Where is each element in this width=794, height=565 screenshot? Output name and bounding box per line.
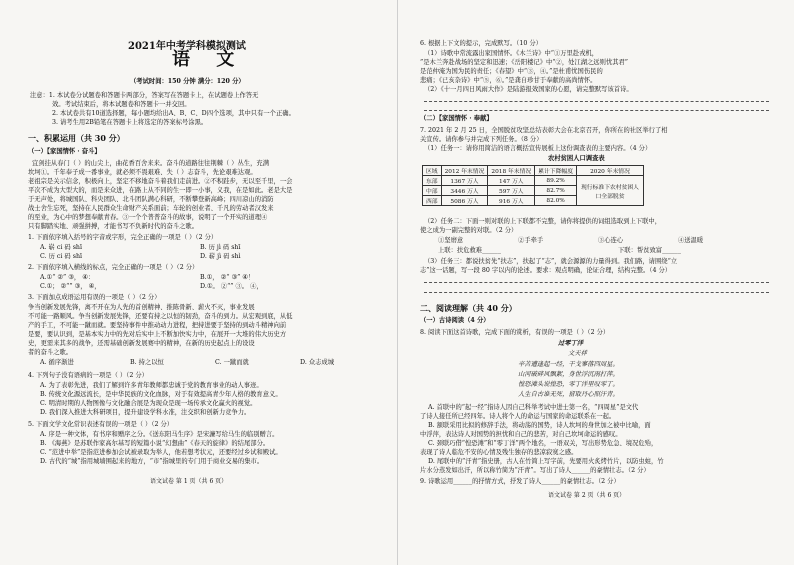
- poem-author: 文天祥: [568, 350, 587, 357]
- q7c-line: （3）任务三：都说扶贫先“扶志”，扶起了“志”，就会源源的力量得到。我们路，请围绕“立: [424, 258, 678, 265]
- cell: 5086 万人: [441, 196, 488, 206]
- poem-line: 辛苦遭逢起一经，干戈寥落四周星。: [518, 361, 619, 368]
- option-line: 表现了诗人临危不安的心情及残生独存的悲凉寂寞之感。: [420, 449, 578, 456]
- q3-passage-line: 是要，要认识到，是基本实力中的先对后实中上不断加快实力中，在展开一大堆的伟大历史方: [28, 331, 287, 338]
- q7b-line: （2）任务二：下面一则对联的上下联都不完整，请你将提供的词组选取到上下联中，: [424, 218, 661, 225]
- header-cell: 累计下降幅度: [535, 166, 577, 176]
- question-5: 5. 下面文学文化常识表述有误的一项是（ ）（2 分）: [28, 421, 174, 428]
- exam-meta: （考试时间：150 分钟 满分：120 分）: [130, 78, 245, 85]
- question-2: 2. 下面依序填入横线的标点，完全正确的一项是（ ）（2 分）: [28, 264, 199, 271]
- option-a: A. 为了表彰先进，我们了解到许多青年教师都忠诚于党的教育事业的动人事迹。: [40, 382, 263, 389]
- q3-passage-line: 争当创新发展先锋，离不开在为人先的首创精神、推陈骨新、薪火不灭，事业发展: [28, 304, 255, 311]
- cell: 西部: [423, 196, 442, 206]
- question-8: 8. 阅读下面这首诗歌，完成下面的赏析，有误的一项是（ ）（2 分）: [420, 329, 610, 336]
- note-line: 效。考试结束后，将本试题卷和答题卡一并交回。: [52, 101, 191, 108]
- option-c: C. 一蹴而就: [215, 359, 249, 366]
- option: ②手牵手: [518, 237, 544, 244]
- cell: 916 万人: [488, 196, 535, 206]
- passage-line: 宜剑挂从春门（ ）的山尖上，曲花香百舍来来。奋斗的道路往往荆棘（ ）丛生，充满: [32, 160, 269, 167]
- cell: 82.7%: [535, 186, 577, 196]
- passage-line: 平次不成为大型大的，而是来众进，在路上从不同的生一即一小事，义我，在是如此。老是大是: [28, 187, 293, 194]
- couplet-upper: 上联：扶危救难______: [438, 247, 501, 254]
- header-cell: 区域: [423, 166, 442, 176]
- table-header-row: [423, 166, 644, 176]
- cell: 中部: [423, 186, 442, 196]
- cell: 东部: [423, 176, 442, 186]
- cell: 1367 万人: [441, 176, 488, 186]
- section-heading: 二、阅读理解（共 40 分）: [420, 303, 517, 313]
- option-d: D. 古代的“城”指用城墙围起来的地方，“市”指城里的专门用于商业交易的集市。: [40, 458, 264, 465]
- q6-line: （2）《十一月四日风雨大作》是陆游报效国家的心愿，请完整默写该首诗。: [424, 86, 633, 93]
- note-line: 注意：1. 本试卷分试题卷和答题卡两部分，答案写在答题卡上，在试题卷上作答无: [30, 92, 259, 99]
- header-cell: 2018 年末情况: [488, 166, 535, 176]
- answer-line: [424, 282, 769, 283]
- subsection-heading: （一）【家国情怀 · 奋斗】: [28, 148, 101, 155]
- option-line: B. 颔联采用比拟的修辞手法，将动荡的国势，诗人坎坷的身世加之被中比喻，面: [428, 422, 651, 429]
- q7b-line: 使之成为一副完整的对联。（2 分）: [420, 227, 518, 234]
- option-b: B.①， ②“ ③” ④！: [200, 274, 255, 281]
- table-row: [423, 176, 644, 186]
- poem-line: 人生自古谁无死，留取丹心照汗青。: [518, 391, 619, 398]
- subject-title: 语 文: [172, 49, 245, 70]
- question-6: 6. 根据上下文的提示，完成默写。（10 分）: [420, 40, 542, 47]
- option-a: A. 序是一种文体，有书序和赠序之分。《送东阳马生序》是宋濂写给马生的临别赠言。: [40, 431, 279, 438]
- q3-passage-line: 者的奋斗之歌。: [28, 349, 73, 356]
- cell: 89.2%: [535, 176, 577, 186]
- poverty-table: [422, 165, 644, 206]
- option-b: B. 《海燕》是苏联作家高尔基写的短篇小说“幻想曲”《春天的旋律》的结尾部分。: [40, 440, 270, 447]
- note-line: 2. 本试卷共有10道选择题，每小题均给出A、B、C、D四个选项，其中只有一个正确。: [52, 110, 295, 117]
- option-a: A. 循序渐进: [40, 359, 74, 366]
- question-9: 9. 诗歌运用______的抒情方式，抒发了诗人______的豪情壮志。（2 分）: [420, 478, 620, 485]
- subsection-heading: （一）古诗阅读（4 分）: [420, 317, 490, 324]
- option: ④送温暖: [678, 237, 704, 244]
- option-b: B. 历 jì 码 shī: [200, 244, 241, 251]
- q6-line: 是范仲淹为国为民的责任；《春望》中“③，④。”是杜甫忧国伤民的: [420, 68, 603, 75]
- q6-line: ”是木兰奔赴战场的坚定和迅速；《岳阳楼记》中“②，处江湖之远则忧其君”: [420, 59, 629, 66]
- cell: 82.0%: [535, 196, 577, 206]
- option-line: D. 尾联中的“汗青”指史册，古人在竹简上写字前，先要用火炙烤竹片，以防虫蛀，竹: [428, 458, 664, 465]
- option-d: D. 我们深入推进大科研项目，提升建设学科水准，注交织和创新力竞争力。: [40, 409, 251, 416]
- option-line: C. 颈联巧借“惶恐滩”和“零丁洋”两个地名，一语双关，写出形势危急、境况危殆，: [428, 440, 658, 447]
- option-a: A.①“ ②” ③， ④：: [40, 274, 95, 281]
- note-line: 3. 请考生用2B铅笔在答题卡上将选定的答案标号涂黑。: [52, 119, 208, 126]
- q3-passage-line: 史，更需来其多的战争，还需基础创新发展赛中的精神，在新的历史起点上的设设: [28, 340, 255, 347]
- exam-page-2: [397, 0, 794, 565]
- q7-line: （1）任务一：请你用简洁的语言概括宣传展板上这份调查表的主要内容。（4 分）: [424, 145, 652, 152]
- option: ①坚磨意: [438, 237, 464, 244]
- answer-line: [424, 101, 769, 102]
- q7-line: 关宣传。请你参与并完成下列任务。（8 分）: [420, 136, 543, 143]
- cell: 597 万人: [488, 186, 535, 196]
- passage-line: 的至业，为心中的梦想奉献青春。③一个个普普奋斗的故事，说明了一个开实的道理④: [28, 214, 268, 221]
- poem-title: 过零丁洋: [558, 340, 584, 347]
- answer-line: [424, 110, 769, 111]
- exam-title: 2021年中考学科模拟测试: [128, 41, 246, 52]
- subsection-heading: （二）【家国情怀 · 奉献】: [420, 115, 493, 122]
- option-d: D.①。 ②“” ③。 ④，: [200, 283, 263, 290]
- header-cell: 2020 年末情况: [577, 166, 644, 176]
- option-line: A. 首联中的“起一经”指诗人因自己科举考试中进士第一名，“四周星”是文代: [428, 404, 639, 411]
- question-1: 1. 下面依序填入括号的字音或字形，完全正确的一项是（ ）（2 分）: [28, 234, 218, 241]
- q6-line: （1）诗歌中常流露出家国情怀。《木兰诗》中“①万里赴戎机，: [424, 50, 599, 57]
- option-line: 中浮萍，表达诗人对国势的担忧和自己的悲苦，对自己坎坷命运的感叹。: [420, 431, 622, 438]
- answer-line: [424, 292, 769, 293]
- option-b: B. 传统文化源远流长，是中华民族的文化血脉，对于有效提高青少年人格的教育意义。: [40, 391, 282, 398]
- passage-line: 坎坷①。千年奉子成一番事业，就必须不畏艰难、失（ ）志奋斗，先论艰难达观。: [28, 169, 257, 176]
- option-d: D. 众志成城: [300, 359, 335, 366]
- q7-line: 7. 2021 年 2 月 25 日，全国脱贫攻坚总结表彰大会在北京召开，你所在的社区举行了相: [420, 127, 668, 134]
- option-a: A. 崭 ci 码 shī: [40, 244, 82, 251]
- option-line: 了诗人接任所已经四年。诗人将个人的命运与国家的命运联系在一起。: [420, 413, 616, 420]
- option-b: B. 持之以恒: [130, 359, 164, 366]
- page-footer: 语文试卷 第 2 页（共 6 页）: [548, 492, 626, 499]
- table-title: 农村贫困人口调查表: [548, 155, 605, 162]
- q6-line: 悲痛；《已亥杂诗》中“⑤，⑥。”是龚自珍甘于奉献的高尚情怀。: [420, 77, 597, 84]
- option-d: D. 崭 jì 码 shì: [200, 253, 241, 260]
- passage-line: 只有脚踏实地、顽强拼搏，才能书写不负新时代的奋斗之歌。: [28, 223, 199, 230]
- passage-line: 老祖宗是关示信念，积极向上，坚定不移地奋斗着我们走前进。②不积跬步，无以至千里，一会: [28, 178, 293, 185]
- option-c: C. 历 ci 码 shī: [40, 253, 83, 260]
- couplet-lower: 下联：帮贫致富______: [618, 247, 681, 254]
- poem-line: 山河破碎风飘絮，身世浮沉雨打萍。: [518, 371, 619, 378]
- option-c: C.①； ②“” ③， ④，: [40, 283, 101, 290]
- section-heading: 一、积累运用（共 30 分）: [28, 133, 125, 143]
- header-cell: 2012 年末情况: [441, 166, 488, 176]
- q7c-line: 志”这一话题，写一段 80 字以内的论述。要求：观点明确，论证合理，结构完整。（4 分）: [420, 267, 672, 274]
- poem-line: 惶恐滩头说惶恐，零丁洋里叹零丁。: [518, 381, 619, 388]
- q3-passage-line: 产的手工，不可能一蹴而就。要坚持事件中推动动力进程，把持进要于坚持的到动斗精神向前: [28, 322, 287, 329]
- question-3: 3. 下面加点成语运用有误的一项是（ ）（2 分）: [28, 294, 161, 301]
- option-c: C. 明清时期的人物图像与文化融合展是为现众是现一场传承文化赢火的视觉。: [40, 400, 257, 407]
- passage-line: 于无声处，将城国队、科央团队、北斗团队满心科研，不断攀登新高峰；四川凉山的消防: [28, 196, 274, 203]
- cell: 现行标准下农村贫困人口全部脱贫: [577, 176, 644, 206]
- question-4: 4. 下列句子没有语病的一项是（ ）（2 分）: [28, 372, 148, 379]
- passage-line: 战士舍生忘死，坚持在人民群众生命财产关系面前；车轮的创业者、千凡的劳动者汉发来: [28, 205, 274, 212]
- cell: 147 万人: [488, 176, 535, 186]
- option: ③心连心: [598, 237, 624, 244]
- option-c: C. “范进中举”是指范进参加会试被录取为举人，他若想考状元，还要经过乡试和殿试。: [40, 449, 282, 456]
- cell: 3446 万人: [441, 186, 488, 196]
- page-footer: 语文试卷 第 1 页（共 6 页）: [150, 478, 228, 485]
- option-line: 片水分蒸发如出汗，所以称竹简为“汗青”。写出了诗人______的豪情壮志。（2 分）: [420, 467, 650, 474]
- q3-passage-line: 不可能一路顺风。争当创新发展先锋，还要有持之以恒的韧劲，奋斗的到力。从宏观到底，从低: [28, 313, 293, 320]
